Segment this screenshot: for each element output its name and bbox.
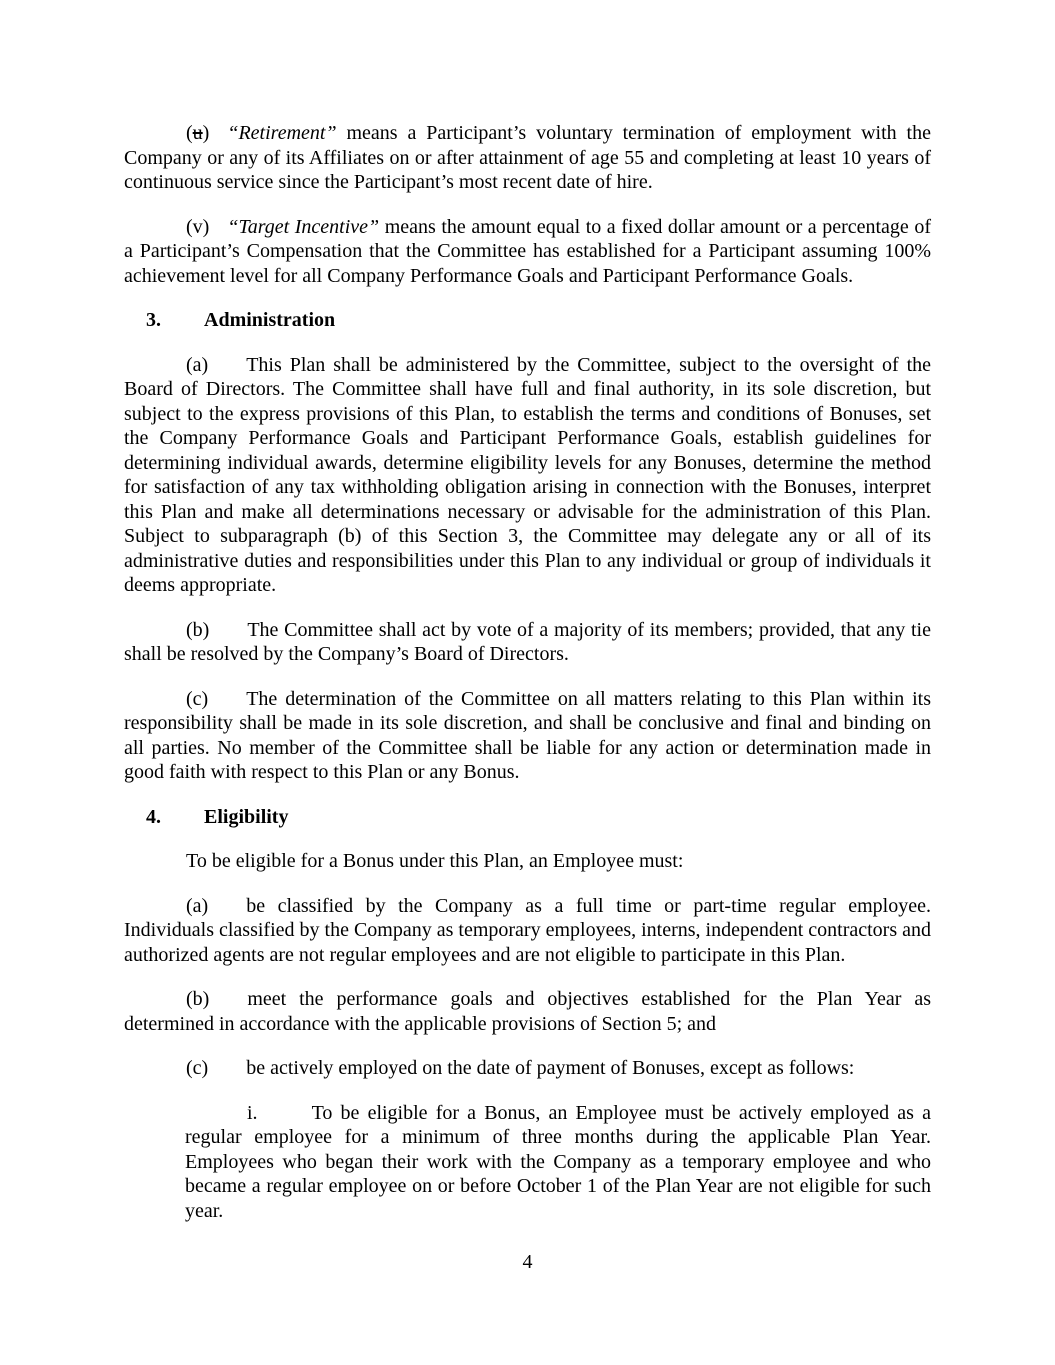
item-label-close-paren: ) [202, 122, 210, 144]
item-label: (v) [186, 215, 210, 238]
item-label: (c) [186, 1057, 209, 1079]
section-3-number: 3. [146, 309, 161, 331]
item-label: (b) [186, 618, 210, 641]
item-label-open-paren: ( [186, 122, 193, 144]
item-label: (b) [186, 988, 210, 1010]
item-label: (c) [186, 687, 209, 710]
section-3-title: Administration [204, 309, 336, 331]
defined-term-target-incentive: “Target Incentive” [227, 215, 380, 238]
item-label: (a) [186, 353, 209, 376]
section-4-paragraph-c [124, 1056, 931, 1081]
paragraph-text: To be eligible for a Bonus under this Plan, an Employee must: [186, 850, 684, 872]
paragraph-text: means the amount equal to a fixed dollar amount or a percentage of a Participant’s Compensation that the Committee has established for a Participant assuming 100% achievement level for all Company Performance Goals and Participant Performance Goals. [124, 215, 932, 287]
paragraph-text: meet the performance goals and objectives established for the Plan Year as determined in accordance with the applicable provisions of Section 5; and [124, 988, 931, 1035]
paragraph-text: To be eligible for a Bonus, an Employee must be actively employed as a regular employee for a minimum of three months during the applicable Plan Year. Employees who began their work with the Company as a temporary employee and who became a regular employee on or before October 1 of the Plan Year are not eligible for such year. [185, 1101, 931, 1222]
definition-retirement-paragraph [124, 121, 931, 195]
section-4-heading [146, 805, 931, 830]
section-4-paragraph-a [124, 894, 931, 968]
section-3-paragraph-a [124, 353, 931, 598]
defined-term-retirement: “Retirement” [227, 122, 337, 144]
section-4-paragraph-b [124, 987, 931, 1036]
section-4-title: Eligibility [204, 805, 289, 828]
section-3-heading [146, 308, 931, 333]
item-label: i. [247, 1101, 258, 1124]
paragraph-text: The Committee shall act by vote of a majority of its members; provided, that any tie shall be resolved by the Company’s Board of Directors. [124, 618, 931, 665]
section-4-number: 4. [146, 805, 161, 828]
paragraph-text: The determination of the Committee on all matters relating to this Plan within its responsibility shall be made in its sole discretion, and shall be conclusive and final and binding on all parties. No member of the Committee shall be liable for any action or determination made in good faith with respect to this Plan or any Bonus. [124, 687, 931, 783]
definition-target-incentive-paragraph [124, 215, 931, 289]
paragraph-text: This Plan shall be administered by the Committee, subject to the oversight of the Board of Directors. The Committee shall have full and final authority, in its sole discretion, but subject to the express provisions of this Plan, to establish the terms and conditions of Bonuses, set the Company Performance Goals and Participant Performance Goals, establish guidelines for determining individual awards, determine eligibility levels for any Bonuses, determine the method for satisfaction of any tax withholding obligation arising in connection with the Bonuses, interpret this Plan and make all determinations necessary or advisable for the administration of this Plan. Subject to subparagraph (b) of this Section 3, the Committee may delegate any or all of its administrative duties and responsibilities under this Plan to any individual or group of individuals it deems appropriate. [124, 353, 931, 596]
page-number: 4 [522, 1251, 533, 1273]
section-3-paragraph-c [124, 687, 931, 785]
paragraph-text: be classified by the Company as a full time or part-time regular employee. Individuals classified by the Company as temporary employees, interns, independent contractors and authorized agents are not regular employees and are not eligible to participate in this Plan. [124, 894, 932, 966]
section-4-intro-paragraph [124, 849, 931, 874]
paragraph-text: be actively employed on the date of payment of Bonuses, except as follows: [246, 1057, 855, 1079]
item-label [186, 122, 209, 144]
section-3-paragraph-b [124, 618, 931, 667]
item-label-struck-char: u [192, 122, 203, 144]
paragraph-text: means a Participant’s voluntary termination of employment with the Company or any of its Affiliates on or after attainment of age 55 and completing at least 10 years of continuous service since the Participant’s most recent date of hire. [124, 122, 931, 193]
item-label: (a) [186, 894, 209, 917]
section-4-subitem-i [185, 1101, 931, 1224]
